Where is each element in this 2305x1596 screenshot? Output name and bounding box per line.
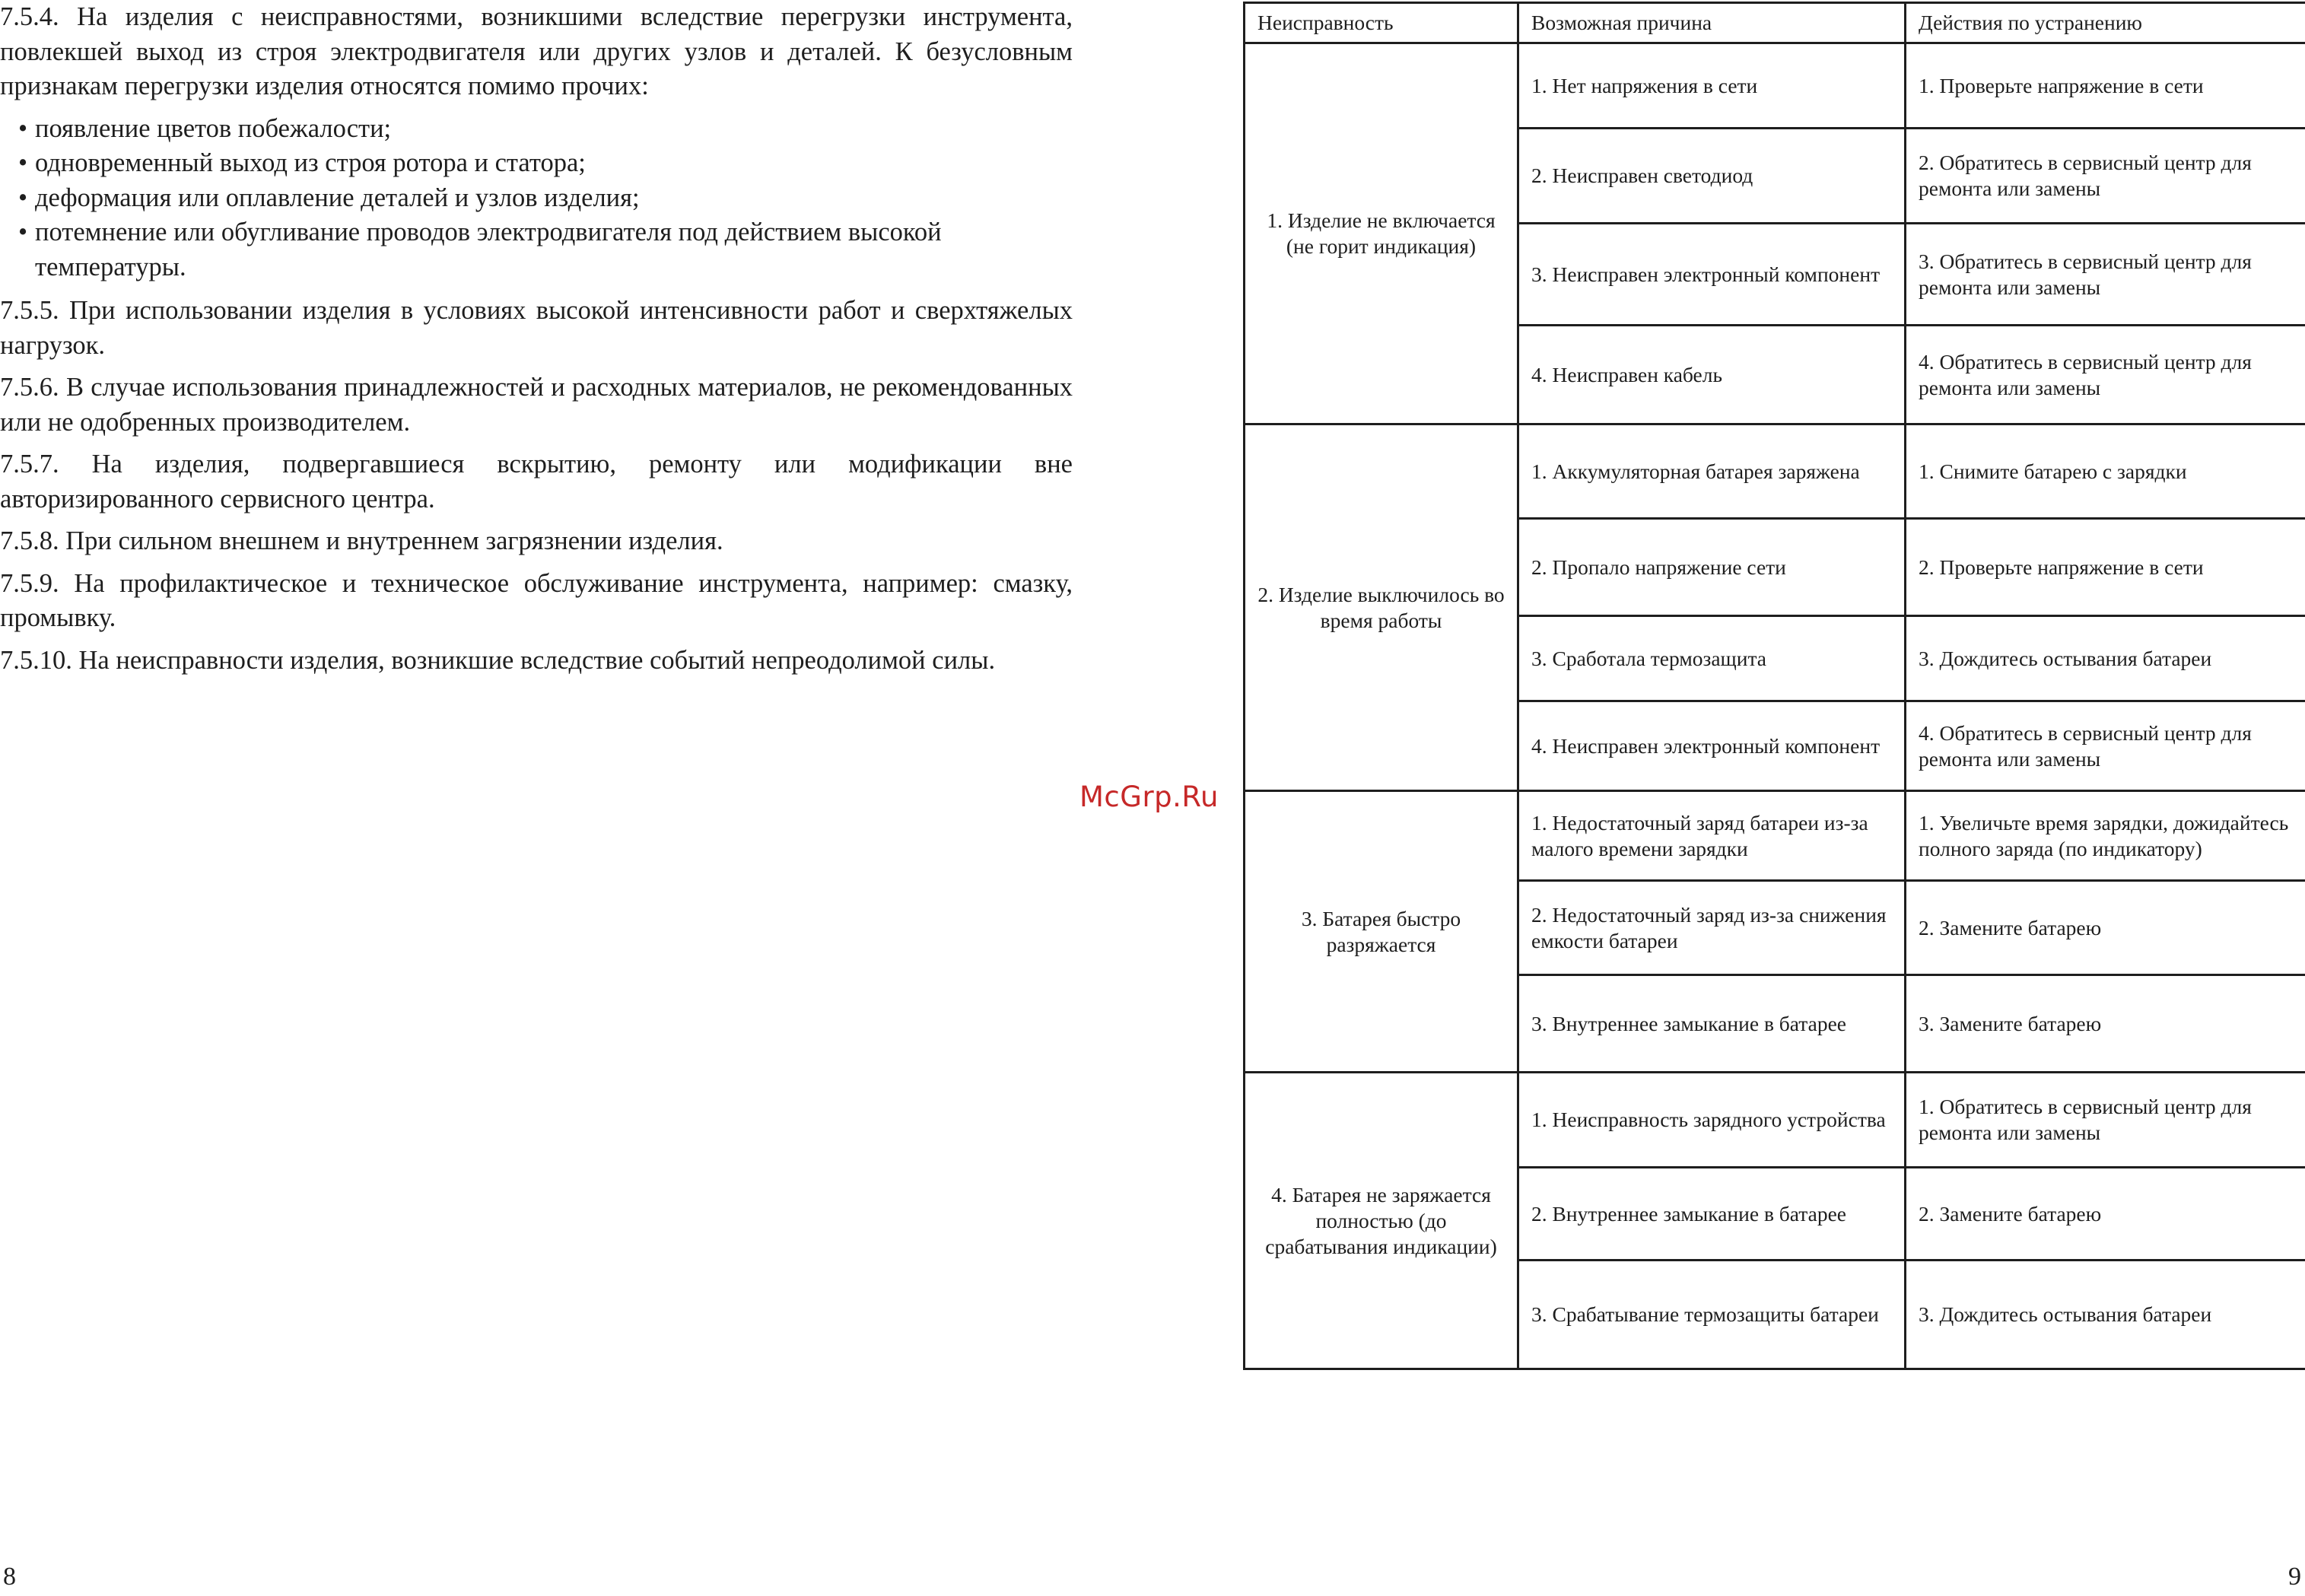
action-cell: 3. Дождитесь остывания батареи (1906, 616, 2305, 701)
watermark-text: McGrp.Ru (1079, 781, 1219, 813)
paragraph-7-5-9: 7.5.9. На профилактическое и техническое обслуживание инструмента, например: смазку, промывку. (0, 568, 1073, 632)
header-fault: Неисправность (1245, 3, 1518, 43)
overload-signs-list (0, 112, 1073, 285)
page-number-left: 8 (3, 1563, 16, 1591)
table-row (1245, 1073, 2305, 1168)
paragraph-7-5-4: 7.5.4. На изделия с неисправностями, возникшими вследствие перегрузки инструмента, повлекшей выход из строя электродвигателя или других узлов и деталей. К безусловным признакам перегрузки изделия относятся помимо прочих: (0, 2, 1073, 100)
paragraph-7-5-6: 7.5.6. В случае использования принадлежностей и расходных материалов, не рекомендованных или не одобренных производителем. (0, 373, 1073, 437)
list-item: • одновременный выход из строя ротора и статора; (0, 146, 1073, 181)
bullet-mark: • (18, 113, 28, 143)
list-item: • деформация или оплавление деталей и узлов изделия; (0, 181, 1073, 216)
fault-cell: 4. Батарея не заряжается полностью (до срабатывания индикации) (1245, 1073, 1518, 1369)
paragraph-7-5-5: 7.5.5. При использовании изделия в условиях высокой интенсивности работ и сверхтяжелых нагрузок. (0, 296, 1073, 360)
fault-cell: 1. Изделие не включается (не горит индикация) (1245, 43, 1518, 424)
bullet-mark: • (18, 183, 28, 212)
action-cell: 1. Снимите батарею с зарядки (1906, 424, 2305, 519)
action-cell: 3. Дождитесь остывания батареи (1906, 1261, 2305, 1369)
action-cell: 4. Обратитесь в сервисный центр для ремонта или замены (1906, 326, 2305, 424)
cause-cell: 3. Внутреннее замыкание в батарее (1518, 975, 1906, 1073)
paragraph-7-5-7: 7.5.7. На изделия, подвергавшиеся вскрытию, ремонту или модификации вне авторизированного сервисного центра. (0, 450, 1073, 513)
action-cell: 2. Замените батарею (1906, 881, 2305, 975)
header-action: Действия по устранению (1906, 3, 2305, 43)
cause-cell: 1. Недостаточный заряд батареи из-за малого времени зарядки (1518, 791, 1906, 881)
action-cell: 2. Замените батарею (1906, 1168, 2305, 1261)
list-item: • появление цветов побежалости; (0, 112, 1073, 147)
action-cell: 3. Замените батарею (1906, 975, 2305, 1073)
cause-cell: 2. Пропало напряжение сети (1518, 519, 1906, 616)
cause-cell: 3. Неисправен электронный компонент (1518, 224, 1906, 326)
cause-cell: 1. Нет напряжения в сети (1518, 43, 1906, 129)
paragraph-7-5-8: 7.5.8. При сильном внешнем и внутреннем загрязнении изделия. (0, 526, 723, 555)
fault-cell: 3. Батарея быстро разряжается (1245, 791, 1518, 1073)
cause-cell: 1. Аккумуляторная батарея заряжена (1518, 424, 1906, 519)
cause-cell: 3. Сработала термозащита (1518, 616, 1906, 701)
list-item: • потемнение или обугливание проводов электродвигателя под действием высокой температуры. (0, 215, 1073, 285)
table-row (1245, 424, 2305, 519)
cause-cell: 1. Неисправность зарядного устройства (1518, 1073, 1906, 1168)
action-cell: 1. Проверьте напряжение в сети (1906, 43, 2305, 129)
bullet-mark: • (18, 218, 28, 246)
fault-cell: 2. Изделие выключилось во время работы (1245, 424, 1518, 791)
action-cell: 3. Обратитесь в сервисный центр для ремонта или замены (1906, 224, 2305, 326)
action-cell: 2. Обратитесь в сервисный центр для ремонта или замены (1906, 129, 2305, 224)
cause-cell: 2. Внутреннее замыкание в батарее (1518, 1168, 1906, 1261)
action-cell: 1. Увеличьте время зарядки, дожидайтесь полного заряда (по индикатору) (1906, 791, 2305, 881)
cause-cell: 2. Неисправен светодиод (1518, 129, 1906, 224)
table-row (1245, 43, 2305, 129)
table-header-row (1245, 3, 2305, 43)
paragraph-7-5-10: 7.5.10. На неисправности изделия, возникшие вследствие событий непреодолимой силы. (0, 645, 996, 675)
cause-cell: 2. Недостаточный заряд из-за снижения емкости батареи (1518, 881, 1906, 975)
table-row (1245, 791, 2305, 881)
header-cause: Возможная причина (1518, 3, 1906, 43)
troubleshooting-table (1243, 2, 2305, 1370)
page-number-right: 9 (2288, 1563, 2301, 1591)
action-cell: 4. Обратитесь в сервисный центр для ремонта или замены (1906, 701, 2305, 791)
cause-cell: 4. Неисправен электронный компонент (1518, 701, 1906, 791)
cause-cell: 3. Срабатывание термозащиты батареи (1518, 1261, 1906, 1369)
action-cell: 2. Проверьте напряжение в сети (1906, 519, 2305, 616)
action-cell: 1. Обратитесь в сервисный центр для ремонта или замены (1906, 1073, 2305, 1168)
bullet-mark: • (18, 148, 28, 177)
warranty-exclusions-section (0, 0, 1073, 685)
cause-cell: 4. Неисправен кабель (1518, 326, 1906, 424)
